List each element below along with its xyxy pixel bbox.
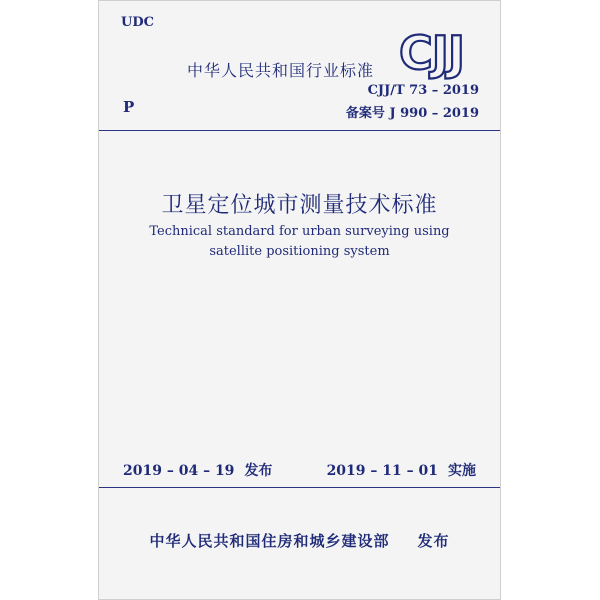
title-chinese: 卫星定位城市测量技术标准 [161,193,438,218]
issue-info [123,460,272,480]
publisher-info [99,530,500,551]
industry-standard-label: 中华人民共和国行业标准 [187,61,375,80]
cjj-logo: CJJ [399,26,464,80]
effective-date: 2019 – 11 – 01 [326,463,438,479]
issue-date: 2019 – 04 – 19 [123,463,235,479]
filing-number: 备案号 J 990 – 2019 [345,106,479,121]
title-english-line1: Technical standard for urban surveying using [149,224,450,239]
standard-code: CJJ/T 73 – 2019 [367,83,479,98]
publisher-name: 中华人民共和国住房和城乡建设部 [149,532,390,550]
effective-label: 实施 [448,463,476,479]
header-rule [99,130,500,131]
classification-mark: P [123,98,135,116]
publish-label: 发布 [417,532,450,550]
footer-rule [99,487,500,488]
title-english-line2: satellite positioning system [209,244,390,259]
issue-label: 发布 [244,463,273,479]
udc-label: UDC [121,15,154,30]
book-cover [98,0,501,600]
effective-info [327,460,476,480]
